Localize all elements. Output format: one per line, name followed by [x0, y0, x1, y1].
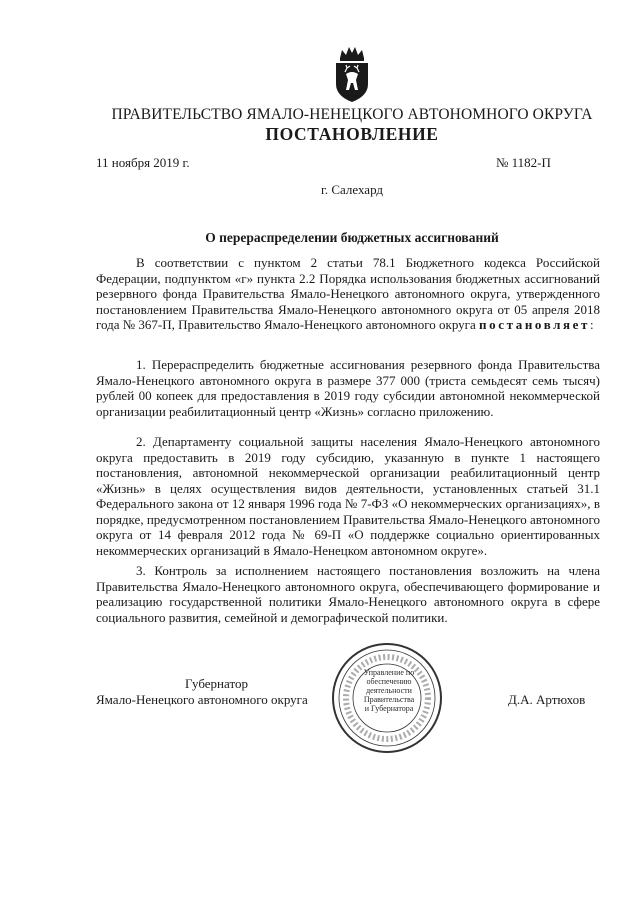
stamp-line: и Губернатора [364, 704, 414, 713]
document-date: 11 ноября 2019 г. [96, 155, 190, 170]
coat-of-arms-icon [332, 44, 372, 104]
item-text: 2. Департаменту социальной защиты населения Ямало-Ненецкого автономного округа предоставить в 2019 году субсидию, указанную в пункте 1 настоящего постановления, автономной некоммерческой организации реабилитационный центр «Жизнь» в целях осуществления видов деятельности, установленных статьей 31.1 Федерального закона от 12 января 1996 года № 7-ФЗ «О некоммерческих организациях», в порядке, предусмотренном постановлением Правительства Ямало-Ненецкого автономного округа от 14 февраля 2012 года № 69-П «О поддержке социально ориентированных некоммерческих организаций в Ямало-Ненецком автономном округе». [96, 434, 600, 558]
item-paragraph-1 [96, 357, 600, 419]
stamp-line: Правительства [363, 695, 415, 704]
item-text: 3. Контроль за исполнением настоящего постановления возложить на члена Правительства Ямало-Ненецкого автономного округа, обеспечивающего формирование и реализацию государственной политики Ямало-Ненецкого автономного округа в сфере социального развития, семейной и демографической политики. [96, 563, 600, 625]
document-city: г. Салехард [320, 182, 384, 197]
stamp-line: деятельности [366, 686, 412, 695]
document-type-title: ПОСТАНОВЛЕНИЕ [265, 124, 439, 144]
item-paragraph-2 [96, 434, 600, 558]
item-text: 1. Перераспределить бюджетные ассигнования резервного фонда Правительства Ямало-Ненецкого автономного округа в размере 377 000 (триста семьдесят семь тысяч) рублей 00 копеек для предоставления в 2019 году субсидии автономной некоммерческой организации реабилитационный центр «Жизнь» согласно приложению. [96, 357, 600, 419]
stamp-line: Управление по [363, 668, 415, 677]
resolves-word: постановляет [479, 317, 591, 332]
signatory-organization: Ямало-Ненецкого автономного округа [96, 692, 308, 707]
preamble-colon: : [590, 317, 594, 332]
government-title: ПРАВИТЕЛЬСТВО ЯМАЛО-НЕНЕЦКОГО АВТОНОМНОГО ОКРУГА [111, 106, 593, 123]
document-subject: О перераспределении бюджетных ассигнований [205, 230, 499, 245]
document-number: № 1182-П [496, 155, 551, 170]
preamble-text: В соответствии с пунктом 2 статьи 78.1 Бюджетного кодекса Российской Федерации, подпунктом «г» пункта 2.2 Порядка использования бюджетных ассигнований резервного фонда Правительства Ямало-Ненецкого автономного округа, утвержденного постановлением Правительства Ямало-Ненецкого автономного округа от 05 апреля 2018 года № 367-П, Правительство Ямало-Ненецкого автономного округа [96, 255, 600, 332]
preamble-paragraph [96, 255, 600, 333]
item-paragraph-3 [96, 563, 600, 625]
signatory-name: Д.А. Артюхов [508, 692, 586, 707]
signatory-title: Губернатор [185, 676, 248, 691]
stamp-line: обеспечению [366, 677, 412, 686]
stamp-text [356, 668, 422, 713]
